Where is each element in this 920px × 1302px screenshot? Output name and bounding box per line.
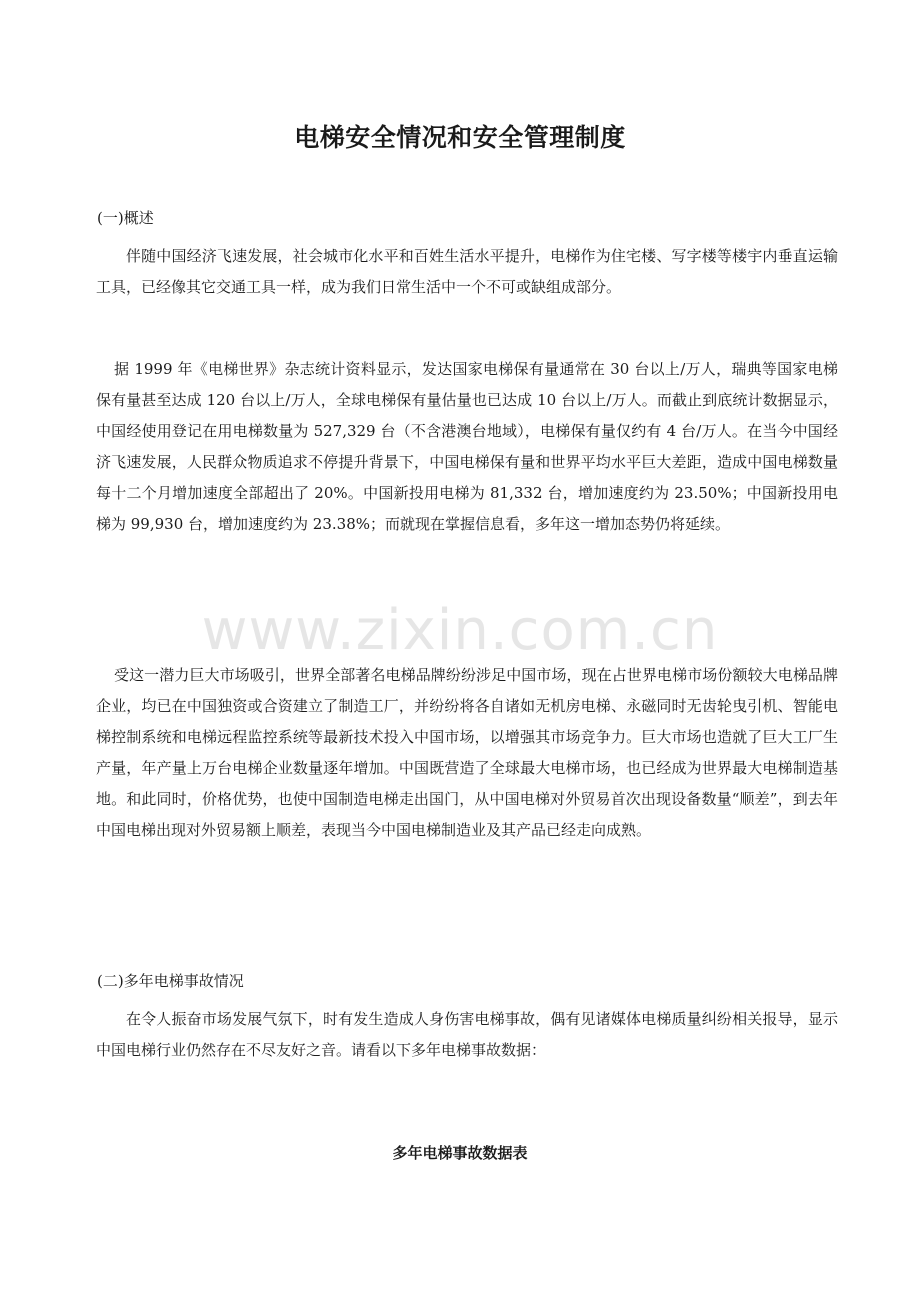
paragraph-intro: 伴随中国经济飞速发展，社会城市化水平和百姓生活水平提升，电梯作为住宅楼、写字楼等楼宇内垂直运输工具，已经像其它交通工具一样，成为我们日常生活中一个不可或缺组成部分。 [96, 247, 838, 296]
table-caption: 多年电梯事故数据表 [392, 1144, 528, 1162]
paragraph-market: 受这一潜力巨大市场吸引，世界全部著名电梯品牌纷纷涉足中国市场，现在占世界电梯市场份额较大电梯品牌企业，均已在中国独资或合资建立了制造工厂，并纷纷将各自诸如无机房电梯、永磁同时无齿轮曳引机、智能电梯控制系统和电梯远程监控系统等最新技术投入中国市场，以增强其市场竞争力。巨大市场也造就了巨大工厂生产量，年产量上万台电梯企业数量逐年增加。中国既营造了全球最大电梯市场，也已经成为世界最大电梯制造基地。和此同时，价格优势，也使中国制造电梯走出国门，从中国电梯对外贸易首次出现设备数量“顺差”，到去年中国电梯出现对外贸易额上顺差，表现当今中国电梯制造业及其产品已经走向成熟。 [96, 666, 838, 839]
section-heading-accidents: (二)多年电梯事故情况 [97, 972, 244, 990]
paragraph-accidents: 在令人振奋市场发展气氛下，时有发生造成人身伤害电梯事故，偶有见诸媒体电梯质量纠纷相关报导，显示中国电梯行业仍然存在不尽友好之音。请看以下多年电梯事故数据： [96, 1010, 838, 1059]
paragraph-statistics: 据 1999 年《电梯世界》杂志统计资料显示，发达国家电梯保有量通常在 30 台以上/万人，瑞典等国家电梯保有量甚至达成 120 台以上/万人，全球电梯保有量估量也已达成 10 台以上/万人。而截止到底统计数据显示，中国经使用登记在用电梯数量为 527,329 台（不含港澳台地域），电梯保有量仅约有 4 台/万人。在当今中国经济飞速发展，人民群众物质追求不停提升背景下，中国电梯保有量和世界平均水平巨大差距，造成中国电梯数量每十二个月增加速度全部超出了 20%。中国新投用电梯为 81,332 台，增加速度约为 23.50%；中国新投用电梯为 99,930 台，增加速度约为 23.38%；而就现在掌握信息看，多年这一增加态势仍将延续。 [96, 360, 838, 533]
document-title: 电梯安全情况和安全管理制度 [294, 123, 626, 152]
watermark: www.zixin.com.cn [201, 598, 719, 663]
section-heading-overview: (一)概述 [97, 209, 154, 227]
